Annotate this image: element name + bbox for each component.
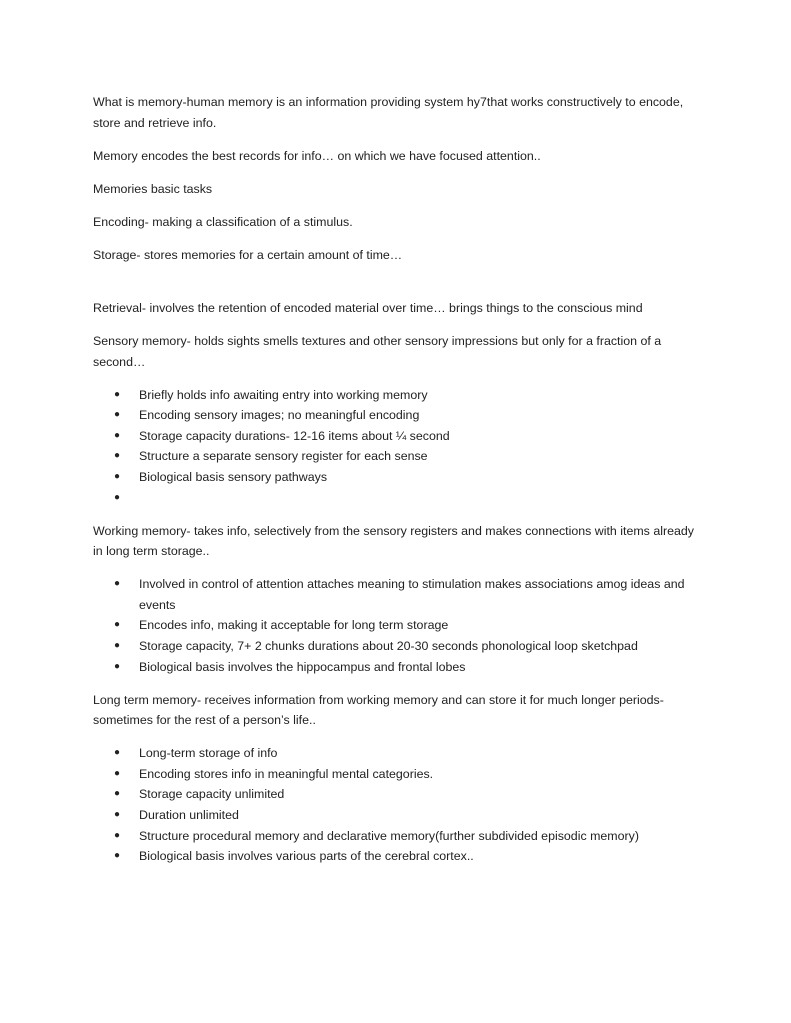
bullet-icon: ● [114,788,121,800]
list-item: ● Biological basis involves the hippocampus and frontal lobes [93,657,703,678]
bullet-icon: ● [114,808,121,820]
bullet-icon: ● [114,660,121,672]
bullet-icon: ● [114,578,121,590]
paragraph-retrieval: Retrieval- involves the retention of encoded material over time… brings things to the conscious mind [93,301,643,316]
paragraph-sensory-memory: Sensory memory- holds sights smells textures and other sensory impressions but only for a fraction of a second… [93,334,662,369]
bullet-icon: ● [114,829,121,841]
document-body [93,92,703,879]
bullet-icon: ● [114,747,121,759]
list-item: ● Structure procedural memory and declarative memory(further subdivided episodic memory) [93,826,703,847]
paragraph-long-term-memory: Long term memory- receives information from working memory and can store it for much longer periods- sometimes for the rest of a person’s life.. [93,692,664,728]
list-item: ● Encodes info, making it acceptable for long term storage [93,615,703,636]
list-item: ● Encoding sensory images; no meaningful encoding [93,405,703,426]
paragraph-storage: Storage- stores memories for a certain amount of time… [93,247,403,262]
paragraph-encoding: Encoding- making a classification of a stimulus. [93,214,353,229]
list-item: ● Biological basis sensory pathways [93,467,703,488]
bullet-icon: ● [114,850,121,862]
list-item-empty [93,488,703,509]
bullet-icon: ● [114,491,121,503]
bullet-icon: ● [114,619,121,631]
list-item: ● Storage capacity durations- 12-16 items about ¼ second [93,426,703,447]
paragraph-basic-tasks: Memories basic tasks [93,181,213,196]
list-item: ● Long-term storage of info [93,743,703,764]
paragraph-working-memory: Working memory- takes info, selectively from the sensory registers and makes connections with items already in long term storage.. [93,523,694,559]
bullet-icon: ● [114,450,121,462]
paragraph-what-is-memory: What is memory-human memory is an information providing system hy7that works constructively to encode, store and retrieve info. [93,95,684,130]
list-item: ● Storage capacity, 7+ 2 chunks durations about 20-30 seconds phonological loop sketchpad [93,636,703,657]
bullet-icon: ● [114,471,121,483]
bullet-icon: ● [114,429,121,441]
list-item: ● Briefly holds info awaiting entry into working memory [93,385,703,406]
long-term-memory-list [93,743,703,867]
sensory-memory-list [93,385,703,509]
bullet-icon: ● [114,409,121,421]
list-item: ● Storage capacity unlimited [93,784,703,805]
list-item: ● Encoding stores info in meaningful mental categories. [93,764,703,785]
working-memory-list [93,574,703,677]
bullet-icon: ● [114,388,121,400]
paragraph-memory-encodes: Memory encodes the best records for info… on which we have focused attention.. [93,148,541,163]
list-item: ● Duration unlimited [93,805,703,826]
bullet-icon: ● [114,640,121,651]
list-item: ● Structure a separate sensory register for each sense [93,446,703,467]
bullet-icon: ● [114,767,121,779]
list-item: ● Biological basis involves various parts of the cerebral cortex.. [93,846,703,867]
list-item: ● Involved in control of attention attaches meaning to stimulation makes associations amog ideas and events [93,574,703,615]
